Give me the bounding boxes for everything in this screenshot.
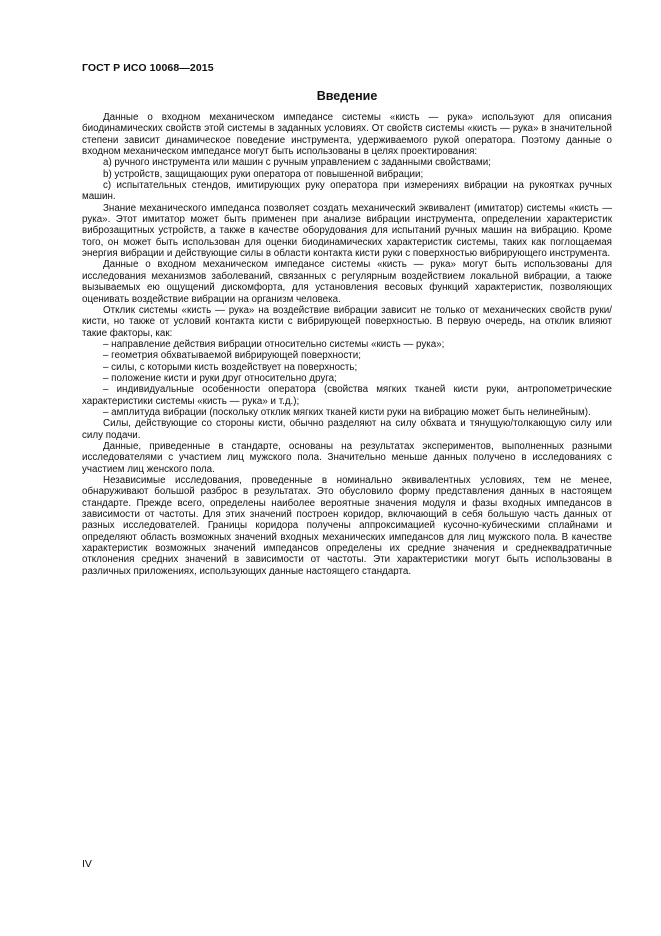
list-item: – положение кисти и руки друг относительно друга; xyxy=(103,372,337,384)
list-item: – амплитуда вибрации (поскольку отклик мягких тканей кисти руки на вибрацию может быть нелинейным). xyxy=(103,406,591,418)
list-item: a) ручного инструмента или машин с ручным управлением с заданными свойствами; xyxy=(103,157,491,169)
section-title: Введение xyxy=(316,89,378,103)
paragraph: Данные о входном механическом импедансе системы «кисть — рука» используют для описания биодинамических свойств этой системы в заданных условиях. От свойств системы «кисть — рука» в значительной степени зависит динамическое поведение инструмента, удерживаемого рукой оператора. Поэтому данные о входном механическом импедансе могут быть использованы в целях проектирования: xyxy=(82,112,612,158)
paragraph: Данные о входном механическом импедансе системы «кисть — рука» могут быть использованы для исследования механизмов заболеваний, связанных с регулярным воздействием локальной вибрации, а также вызываемых ею ощущений дискомфорта, для установления весовых функций характеристик, позволяющих оценивать воздействие вибрации на организм человека. xyxy=(82,259,612,305)
list-item: – силы, с которыми кисть воздействует на поверхность; xyxy=(103,361,358,373)
paragraph: Независимые исследования, проведенные в номинально эквивалентных условиях, тем не менее, обнаруживают большой разброс в результатах. Это обусловило форму представления данных в настоящем стандарте. Прежде всего, определены наиболее вероятные значения модуля и фазы входных импедансов в зависимости от частоты. Для этих значений построен коридор, включающий в себя большую часть данных от разных исследователей. Границы коридора получены аппроксимацией кусочно-кубическими сплайнами и определяют область возможных значений входных механических импедансов для лиц мужского пола. В качестве характеристик возможных значений импедансов определены их средние значения и среднеквадратичные отклонения средних значений в зависимости от частоты. Эти характеристики могут быть использованы в различных приложениях, использующих данные настоящего стандарта. xyxy=(82,475,612,577)
list-item: – геометрия обхватываемой вибрирующей поверхности; xyxy=(103,350,361,362)
document-body xyxy=(82,112,612,577)
paragraph: Данные, приведенные в стандарте, основаны на результатах экспериментов, выполненных разными исследователями с участием лиц мужского пола. Значительно меньше данных получено в исследованиях с участием лиц женского пола. xyxy=(82,440,612,475)
list-item: c) испытательных стендов, имитирующих руку оператора при измерениях вибрации на рукоятках ручных машин. xyxy=(82,180,612,203)
list-item: – индивидуальные особенности оператора (свойства мягких тканей кисти руки, антропометрические характеристики системы «кисть — рука» и т.д.); xyxy=(82,384,612,407)
list-item: – направление действия вибрации относительно системы «кисть — рука»; xyxy=(103,338,445,350)
page-number: IV xyxy=(82,858,92,870)
paragraph: Силы, действующие со стороны кисти, обычно разделяют на силу обхвата и тянущую/толкающую силу или силу подачи. xyxy=(82,418,612,441)
paragraph: Знание механического импеданса позволяет создать механический эквивалент (имитатор) системы «кисть — рука». Этот имитатор может быть применен при анализе вибрации инструмента, определении характеристик виброзащитных устройств, а также в качестве оборудования для испытаний ручных машин на вибрацию. Кроме того, он может быть использован для оценки биодинамических характеристик системы, таких как поглощаемая энергия вибрации и действующие силы в области контакта кисти руки с поверхностью вибрирующего инструмента. xyxy=(82,202,612,260)
paragraph: Отклик системы «кисть — рука» на воздействие вибрации зависит не только от механических свойств руки/кисти, но также от условий контакта кисти с вибрирующей поверхностью. В первую очередь, на отклик влияют такие факторы, как: xyxy=(82,304,612,339)
document-header: ГОСТ Р ИСО 10068—2015 xyxy=(82,62,214,74)
list-item: b) устройств, защищающих руки оператора от повышенной вибрации; xyxy=(103,168,424,180)
